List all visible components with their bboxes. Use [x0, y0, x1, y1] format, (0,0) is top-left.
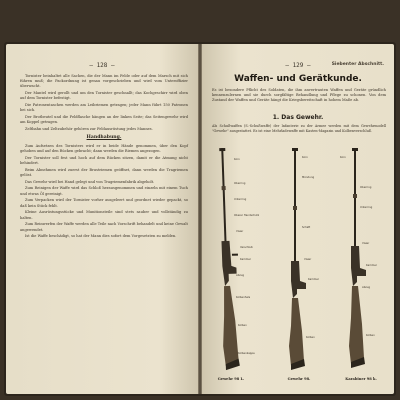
- paragraph: Zum Aufsetzen des Tornisters wird er in beide Hände genommen, über den Kopf gehoben und auf den Rücken gebracht; dann werden die Riemen angezogen.: [20, 143, 188, 153]
- rifle-figure-1: [214, 146, 264, 381]
- rifle-label: Kolbenhals: [236, 296, 251, 299]
- rifle-label: Korn: [234, 158, 240, 161]
- rifle-label: Visier: [304, 258, 312, 261]
- paragraph: Zum Reinwerfen der Waffe werden alle Teile nach Vorschrift behandelt und keine Gewalt angewendet.: [20, 222, 188, 232]
- rifle-label: Abzug: [236, 274, 245, 277]
- paragraph: Tornister beinhaltet alle Sachen, die der Mann im Felde oder auf dem Marsch mit sich führen muß; die Packordnung ist genau vorgeschrieben und wird vom Unteroffizier überwacht.: [20, 74, 188, 89]
- paragraph: Zeltbahn und Zeltzubehör gehören zur Feldausrüstung jedes Mannes.: [25, 127, 153, 132]
- paragraph: Beim Abnehmen wird zuerst der Brustriemen geöffnet, dann werden die Tragriemen gelöst.: [20, 167, 188, 177]
- rifle-label: Oberring: [234, 182, 246, 185]
- rifle-label: Schaft: [302, 226, 311, 229]
- paragraph: Die Patronentaschen werden am Leibriemen getragen; jeder Mann führt 150 Patronen bei sich.: [20, 103, 188, 113]
- rifle-label: Abzug: [362, 286, 371, 289]
- figure-caption: Gewehr 98.: [287, 377, 311, 381]
- paragraph: Ist die Waffe beschädigt, so hat der Mann dies sofort dem Vorgesetzten zu melden.: [25, 234, 177, 239]
- rifle-label: Kolben: [306, 336, 315, 339]
- rifle-illustration-1: [214, 146, 264, 371]
- left-page-number: — 128 —: [89, 62, 115, 69]
- running-head: Siebenter Abschnitt.: [331, 62, 384, 67]
- rifle-label: Verschluß: [240, 246, 253, 249]
- paragraph: Der Brotbeutel und die Feldflasche hängen an der linken Seite; das Seitengewehr wird am Koppel getragen.: [20, 115, 188, 125]
- figure-caption: Gewehr 98 L.: [217, 377, 245, 381]
- left-page-text: [20, 74, 188, 241]
- rifle-label: Kammer: [240, 258, 251, 261]
- paragraph: Der Mantel wird gerollt und um den Tornister geschnallt; das Kochgeschirr wird oben auf dem Tornister befestigt.: [20, 91, 188, 101]
- section-heading: Handhabung.: [86, 135, 122, 141]
- rifle-label: Visier: [236, 230, 244, 233]
- rifle-label: Kammer: [366, 264, 377, 267]
- chapter-title: Waffen- und Gerätkunde.: [234, 74, 362, 84]
- right-page: [202, 44, 394, 394]
- paragraph: Der Tornister soll fest und hoch auf dem Rücken sitzen, damit er die Atmung nicht behindert.: [20, 155, 188, 165]
- rifle-label: Unterring: [234, 198, 247, 201]
- rifle-label: Mündung: [302, 176, 315, 179]
- intro-paragraph: Es ist besondere Pflicht des Soldaten, die ihm anvertrauten Waffen und Geräte gründlich kennenzulernen und sie durch sorgfältige Behandlung und Pflege zu schonen. Von dem Zustand der Waffen und Geräte hängt die Kriegsbereitschaft in hohem Maße ab.: [212, 88, 386, 103]
- section-note: Als Schußwaffen (S.-Schußwaffe) der Infanterie zu der Armee werden mit dem Gewehrmodell "Gewehr" ausgestattet. Es ist eine Mehrladewaffe mit Kasten-Magazin und Kolbenverschluß.: [212, 124, 386, 133]
- rifle-label: Korn: [302, 156, 308, 159]
- paragraph: Das Gewehr wird bei Hand gelegt und von Tragriemenfabrik abgeholt.: [25, 179, 155, 184]
- rifle-illustration-3: [336, 146, 388, 371]
- rifle-illustration-2: [274, 146, 324, 371]
- rifle-label: Unterring: [360, 206, 373, 209]
- rifle-label: Kammer: [308, 278, 319, 281]
- rifle-label: Korn: [340, 156, 346, 159]
- rifle-label: Kolbenkappe: [238, 352, 255, 355]
- right-page-number: — 129 —: [285, 62, 311, 69]
- paragraph: Zum Reinigen der Waffe wird das Schloß herausgenommen und einzeln mit einem Tuch und etwas Öl gereinigt.: [20, 186, 188, 196]
- rifle-figure-2: [274, 146, 324, 381]
- left-page: [6, 44, 198, 394]
- paragraph: Kleine Ausrüstungsstücke und Munitionsteile sind stets sauber und vollständig zu halten.: [20, 210, 188, 220]
- rifle-label: Kolben: [238, 324, 247, 327]
- rifle-figure-3: [336, 146, 388, 381]
- background-top: [0, 0, 400, 42]
- rifle-label: Kolben: [366, 334, 375, 337]
- rifle-label: Oberer Handschutz: [234, 214, 260, 217]
- rifle-label: Oberring: [360, 186, 372, 189]
- open-book: [4, 42, 396, 396]
- rifle-label: Visier: [362, 242, 370, 245]
- figure-caption: Karabiner 98 k.: [345, 377, 377, 381]
- paragraph: Zum Verpacken wird der Tornister vorher ausgeleert und geordnet wieder gepackt, so daß kein Stück fehlt.: [20, 198, 188, 208]
- section-title: 1. Das Gewehr.: [272, 114, 324, 121]
